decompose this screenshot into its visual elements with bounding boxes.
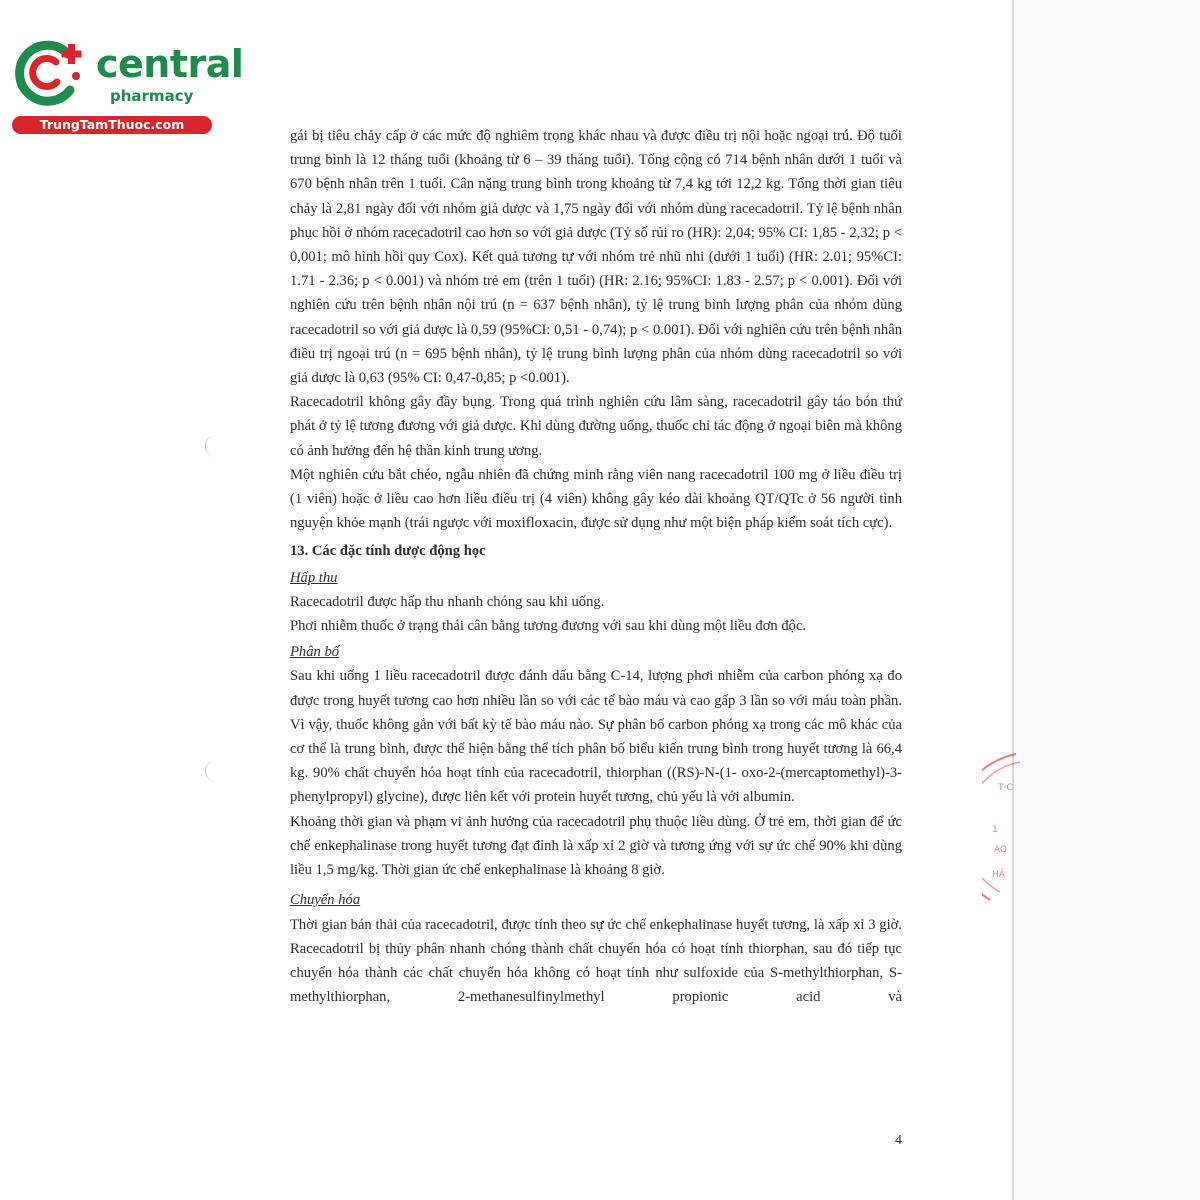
subheading-metabolism: Chuyển hóa xyxy=(290,892,361,909)
distribution-paragraph-2: Khoảng thời gian và phạm vi ảnh hưởng của racecadotril phụ thuộc liều dùng. Ở trẻ em, thời gian để ức chế enkephalinase trong huyết tương đạt đỉnh là xấp xỉ 2 giờ và tương ứng với sự ức chế 90% khi dùng liều 1,5 mg/kg. Thời gian ức chế enkephalinase là khoảng 8 giờ. xyxy=(290,813,902,879)
subheading-distribution: Phân bố xyxy=(290,644,340,661)
central-pharmacy-logo-icon xyxy=(10,36,90,108)
svg-text:1: 1 xyxy=(992,825,998,835)
document-body xyxy=(290,124,902,1009)
absorption-line-1: Racecadotril được hấp thu nhanh chóng sau khi uống. xyxy=(290,593,605,610)
paragraph-bloating: Racecadotril không gây đầy bụng. Trong quá trình nghiên cứu lâm sàng, racecadotril gây táo bón thứ phát ở tỷ lệ tương đương với giả dược. Khi dùng đường uống, thuốc chỉ tác động ở ngoại biên mà không có ảnh hưởng đến hệ thần kinh trung ương. xyxy=(290,394,902,459)
svg-text:HẢ: HẢ xyxy=(992,870,1005,880)
logo-brand-text: central xyxy=(96,42,244,86)
punch-hole-top xyxy=(205,435,228,457)
logo-sub-text: pharmacy xyxy=(110,87,194,105)
paragraph-clinical-results: gái bị tiêu chảy cấp ở các mức độ nghiêm trọng khác nhau và được điều trị nội hoặc ngoại trú. Độ tuổi trung bình là 12 tháng tuổi (khoảng từ 6 – 39 tháng tuổi). Tổng cộng có 714 bệnh nhân dưới 1 tuổi và 670 bệnh nhân trên 1 tuổi. Cân nặng trung bình trong khoảng từ 7,4 kg tới 12,2 kg. Tổng thời gian tiêu chảy là 2,81 ngày đối với nhóm giả dược và 1,75 ngày đối với nhóm dùng racecadotril. Tỷ lệ bệnh nhân phục hồi ở nhóm racecadotril cao hơn so với giả dược (Tỷ số rủi ro (HR): 2,04; 95% CI: 1,85 - 2,32; p < 0,001; mô hình hồi quy Cox). Kết quả tương tự với nhóm trẻ nhũ nhi (dưới 1 tuổi) (HR: 2.01; 95%CI: 1.71 - 2.36; p < 0.001) và nhóm trẻ em (trên 1 tuổi) (HR: 2.16; 95%CI: 1.83 - 2.57; p < 0.001). Đối với nghiên cứu trên bệnh nhân nội trú (n = 637 bệnh nhân), tỷ lệ trung bình lượng phân của nhóm dùng racecadotril so với giả dược là 0,59 (95%CI: 0,51 - 0,74); p < 0.001). Đối với nghiên cứu trên bệnh nhân điều trị ngoại trú (n = 695 bệnh nhân), tỷ lệ trung bình lượng phân của nhóm dùng racecadotril so với giả dược là 0,63 (95% CI: 0,47-0,85; p <0.001). xyxy=(290,128,902,387)
svg-text:T·C: T·C xyxy=(998,783,1013,793)
logo-url-badge: TrungTamThuoc.com xyxy=(12,116,212,134)
red-stamp-fragment-icon xyxy=(982,752,1022,902)
page-margin-shadow xyxy=(1014,0,1200,1200)
absorption-line-2: Phơi nhiễm thuốc ở trạng thái cân bằng tương đương với sau khi dùng một liều đơn độc. xyxy=(290,618,807,635)
page-edge xyxy=(1012,0,1014,1200)
subheading-absorption: Hấp thu xyxy=(290,569,338,586)
punch-hole-bottom xyxy=(205,760,228,782)
distribution-paragraph-1: Sau khi uống 1 liều racecadotril được đánh dấu bằng C-14, lượng phơi nhiễm của carbon phóng xạ đo được trong huyết tương cao hơn nhiều lần so với các tế bào máu và cao gấp 3 lần so với máu toàn phần. Vì vậy, thuốc không gắn với bất kỳ tế bào máu nào. Sự phân bố carbon phóng xạ trong các mô khác của cơ thể là trung bình, được thể hiện bằng thể tích phân bố biểu kiến trung bình trong huyết tương là 66,4 kg. 90% chất chuyển hóa hoạt tính của racecadotril, thiorphan ((RS)-N-(1- oxo-2-(mercaptomethyl)-3-phenylpropyl) glycine), được liên kết với protein huyết tương, chủ yếu là với albumin. xyxy=(290,668,902,806)
paragraph-qt-study: Một nghiên cứu bắt chéo, ngẫu nhiên đã chứng minh rằng viên nang racecadotril 100 mg ở liều điều trị (1 viên) hoặc ở liều cao hơn liều điều trị (4 viên) không gây kéo dài khoảng QT/QTc ở 56 người tình nguyện khỏe mạnh (trái ngược với moxifloxacin, được sử dụng như một biện pháp kiểm soát tích cực). xyxy=(290,466,902,532)
section-heading-pharmacokinetics: 13. Các đặc tính dược động học xyxy=(290,543,486,560)
metabolism-paragraph: Thời gian bán thải của racecadotril, được tính theo sự ức chế enkephalinase huyết tương, là xấp xỉ 3 giờ. Racecadotril bị thủy phân nhanh chóng thành chất chuyển hóa có hoạt tính thiorphan, sau đó tiếp tục chuyển hóa thành các chất chuyển hóa không có hoạt tính như sulfoxide của S-methylthiorphan, S-methylthiorphan, 2-methanesulfinylmethyl propionic acid và xyxy=(290,916,902,1006)
svg-text:ÀO: ÀO xyxy=(994,845,1008,855)
central-pharmacy-logo[interactable] xyxy=(10,36,244,136)
page-number: 4 xyxy=(895,1133,902,1148)
